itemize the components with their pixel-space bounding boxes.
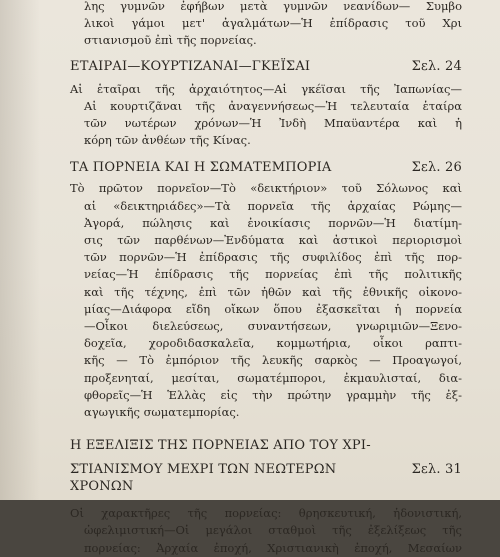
section-page-number: Σελ. 31 <box>411 462 462 478</box>
entry-text-line: λης γυμνῶν ἐφήβων μετὰ γυμνῶν νεανίδων— Συμβο <box>84 0 462 13</box>
entry-text-line: Τὸ πρῶτον πορνεῖον—Τὸ «δεικτήριον» τοῦ Σόλωνος καὶ <box>70 181 462 196</box>
section-heading <box>70 58 462 75</box>
entry-text-line: αγωγικῆς σωματεμπορίας. <box>84 405 240 420</box>
toc-entry-etairai <box>70 58 462 150</box>
section-heading <box>70 159 462 176</box>
table-of-contents <box>70 0 462 557</box>
section-heading <box>70 461 462 495</box>
entry-text-line: Αἱ ἑταῖραι τῆς ἀρχαιότητος—Αἱ γκέϊσαι τῆς Ἰαπωνίας— <box>70 81 462 96</box>
entry-text-line: κῆς — Τὸ ἐμπόριον τῆς λευκῆς σαρκὸς — Προαγωγοί, <box>84 353 462 368</box>
entry-text-line: Ἀγορά, πώλησις καὶ ἐνοικίασις πορνῶν—Ἡ διατίμη- <box>84 215 462 230</box>
entry-text-line: στιανισμοῦ ἐπὶ τῆς πορνείας. <box>84 33 257 48</box>
page-gutter-shadow <box>0 0 40 500</box>
toc-entry-porneia <box>70 159 462 421</box>
entry-text-line: δοχεῖα, χοροδιδασκαλεῖα, κομμωτήρια, οἶκοι ραπτι- <box>84 336 462 351</box>
section-page-number: Σελ. 26 <box>411 160 462 176</box>
section-title: ΕΤΑΙΡΑΙ—ΚΟΥΡΤΙΖΑΝΑΙ—ΓΚΕΪΣΑΙ <box>70 58 311 74</box>
entry-text-line: καὶ τῆς τέχνης, ἐπὶ τῶν ἠθῶν καὶ τῆς ἐθνικῆς οἰκονο- <box>84 284 462 299</box>
entry-text-line: σις τῶν παρθένων—Ἐνδύματα καὶ ἀστικοὶ περιορισμοὶ <box>84 233 462 248</box>
entry-text-line: ὠφελιμιστική—Οἱ μεγάλοι σταθμοὶ τῆς ἐξελίξεως τῆς <box>84 523 462 538</box>
entry-text-line: Αἱ κουρτιζᾶναι τῆς ἀναγεννήσεως—Ἡ τελευταία ἑταίρα <box>84 98 462 113</box>
entry-text-line: φθορεῖς—Ἡ Ἑλλὰς εἰς τὴν πρώτην γραμμὴν τῆς ἐξ- <box>84 387 462 402</box>
entry-text-line: τῶν νωτέρων χρόνων—Ἡ Ἰνδὴ Μπαϋαντέρα καὶ ἡ <box>84 116 462 131</box>
entry-text-line: προξενηταί, μεσίται, σωματέμποροι, ἐκμαυλισταί, δια- <box>84 370 462 385</box>
toc-entry-exelixis <box>70 437 462 557</box>
entry-text-line: —Οἶκοι διελεύσεως, συναντήσεων, γνωριμιῶν—Ξενο- <box>84 319 462 334</box>
entry-text-line: τῶν πορνῶν—Ἡ ἐπίδρασις τῆς συφιλίδος ἐπὶ τῆς πορ- <box>84 250 462 265</box>
section-heading <box>70 437 462 454</box>
section-page-number: Σελ. 24 <box>411 58 462 74</box>
entry-text-line: νείας—Ἡ ἐπίδρασις τῆς πορνείας ἐπὶ τῆς πολιτικῆς <box>84 267 462 282</box>
section-title: ΤΑ ΠΟΡΝΕΙΑ ΚΑΙ Η ΣΩΜΑΤΕΜΠΟΡΙΑ <box>70 160 332 176</box>
entry-text-line: μίας—Διάφορα εἴδη οἴκων ὅπου ἐξασκεῖται ἡ πορνεία <box>84 301 462 316</box>
entry-text-line: κόρη τῶν ἀνθέων τῆς Κίνας. <box>84 133 251 148</box>
entry-text-line: Οἱ χαρακτῆρες τῆς πορνείας: θρησκευτική, ἡδονιστική, <box>70 506 462 521</box>
entry-text-line: λικοὶ γάμοι μετ' ἀγαλμάτων—Ἡ ἐπίδρασις τοῦ Χρι <box>84 16 462 31</box>
section-title-line: ΣΤΙΑΝΙΣΜΟΥ ΜΕΧΡΙ ΤΩΝ ΝΕΩΤΕΡΩΝ ΧΡΟΝΩΝ <box>70 462 337 495</box>
toc-entry-continuation <box>70 0 462 50</box>
entry-text-line: πορνείας: Ἀρχαία ἐποχή, Χριστιανικὴ ἐποχή, Μεσαίων <box>84 540 462 555</box>
section-title-line: Η ΕΞΕΛΙΞΙΣ ΤΗΣ ΠΟΡΝΕΙΑΣ ΑΠΟ ΤΟΥ ΧΡΙ- <box>70 438 371 454</box>
entry-text-line: αἱ «δεικτηριάδες»—Τὰ πορνεῖα τῆς ἀρχαίας Ρώμης— <box>84 198 462 213</box>
